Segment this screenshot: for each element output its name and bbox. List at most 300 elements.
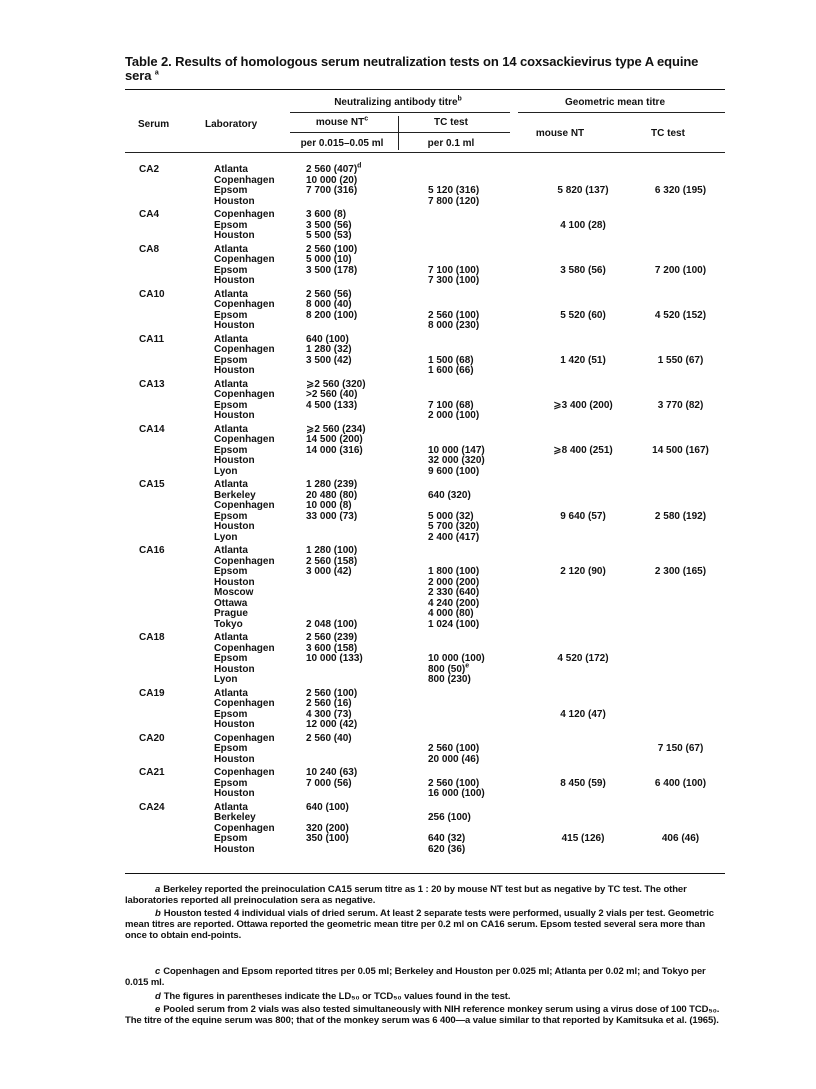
table-row	[125, 699, 728, 710]
mouse-nt-value: 14 500 (200)	[306, 434, 363, 445]
mouse-nt-value: 10 000 (20)	[306, 174, 358, 186]
mouse-nt-value: 2 560 (407)	[306, 164, 358, 175]
geo-tc-test-cell	[633, 755, 728, 766]
mouse-nt-value: 2 048 (100)	[306, 618, 358, 630]
laboratory-cell: Prague	[214, 608, 248, 619]
geo-tc-test-cell	[633, 221, 728, 232]
laboratory-cell: Atlanta	[214, 801, 248, 813]
mouse-nt-value: 7 700 (316)	[306, 185, 358, 196]
tc-test-value: 7 800 (120)	[428, 195, 480, 207]
laboratory-cell: Copenhagen	[214, 767, 275, 778]
serum-cell	[125, 620, 214, 631]
geo-mouse-nt-cell: 3 580 (56)	[560, 264, 606, 276]
geo-mouse-nt-cell	[533, 390, 633, 401]
serum-cell	[125, 710, 214, 721]
geo-mouse-nt-cell	[533, 665, 633, 676]
laboratory-cell: Copenhagen	[214, 344, 275, 355]
table-row	[125, 276, 728, 287]
mouse-nt-value: 10 000 (133)	[306, 653, 363, 664]
tc-test-cell	[426, 845, 533, 856]
mouse-nt-cell	[304, 321, 426, 332]
footnote-text: The figures in parentheses indicate the LD₅₀ or TCD₅₀ values found in the test.	[163, 991, 511, 1002]
geo-mouse-nt-cell	[533, 366, 633, 377]
serum-cell	[125, 567, 214, 578]
serum-cell	[125, 221, 214, 232]
tc-test-cell	[426, 755, 533, 766]
tc-test-value: 7 300 (100)	[428, 275, 480, 286]
tc-test-value: 800 (50)	[428, 663, 466, 675]
mouse-nt-cell	[304, 512, 426, 523]
mouse-nt-value: 640 (100)	[306, 801, 349, 813]
tc-test-value: 4 000 (80)	[428, 608, 474, 619]
geo-mouse-nt-cell: 1 420 (51)	[560, 354, 606, 366]
tc-test-cell	[426, 789, 533, 800]
serum-cell	[125, 366, 214, 377]
mouse-nt-value: 3 000 (42)	[306, 566, 352, 577]
table-title	[125, 55, 725, 83]
laboratory-cell: Epsom	[214, 708, 248, 720]
serum-cell	[125, 456, 214, 467]
table-row	[125, 501, 728, 512]
tc-test-value: 1 800 (100)	[428, 566, 480, 577]
table-row	[125, 845, 728, 856]
header-mouse-nt-text: mouse NT	[315, 117, 365, 128]
tc-test-cell	[426, 699, 533, 710]
tc-test-value: 2 560 (100)	[428, 777, 480, 789]
mouse-nt-value: 1 280 (100)	[306, 545, 358, 556]
geo-mouse-nt-cell	[533, 480, 633, 491]
geo-mouse-nt-cell	[533, 300, 633, 311]
tc-test-cell	[426, 813, 533, 824]
geo-tc-test-cell	[633, 456, 728, 467]
mouse-nt-value: 8 000 (40)	[306, 299, 352, 310]
mouse-nt-value: 3 500 (42)	[306, 354, 352, 366]
footnote-mark: e	[465, 662, 470, 670]
mouse-nt-value: 5 500 (53)	[306, 230, 352, 241]
serum-cell: CA11	[139, 333, 165, 345]
geo-mouse-nt-cell: 5 820 (137)	[557, 185, 609, 196]
footnote-mark: b	[155, 908, 161, 919]
laboratory-cell: Epsom	[214, 219, 248, 231]
laboratory-cell: Copenhagen	[214, 389, 275, 400]
table-row	[125, 546, 728, 557]
footnote-c	[125, 966, 725, 988]
geo-mouse-nt-cell: 4 520 (172)	[557, 653, 609, 664]
footnote-text: Berkeley reported the preinoculation CA15 serum titre as 1 : 20 by mouse NT test but as negative by TC test. The other laboratories reported all preinoculation sera as negative.	[125, 884, 687, 906]
mouse-nt-value: 12 000 (42)	[306, 719, 358, 730]
tc-test-cell	[426, 276, 533, 287]
mouse-nt-value: 2 560 (40)	[306, 732, 352, 744]
tc-test-cell	[426, 210, 533, 221]
geo-tc-test-cell	[633, 654, 728, 665]
geo-tc-test-cell: 2 580 (192)	[654, 510, 707, 522]
table-row	[125, 789, 728, 800]
tc-test-cell	[426, 633, 533, 644]
mouse-nt-cell	[304, 467, 426, 478]
serum-cell	[125, 813, 214, 824]
mouse-nt-cell	[304, 845, 426, 856]
serum-cell	[125, 789, 214, 800]
laboratory-cell: Atlanta	[214, 423, 248, 435]
mouse-nt-value: 7 000 (56)	[306, 777, 352, 789]
table-title-text: Table 2. Results of homologous serum neutralization tests on 14 coxsackievirus type A equine sera	[125, 54, 699, 83]
geo-mouse-nt-cell	[533, 633, 633, 644]
header-geometric: Geometric mean titre	[564, 97, 666, 108]
geo-tc-test-cell	[633, 390, 728, 401]
mouse-nt-cell	[304, 779, 426, 790]
tc-test-value: 2 000 (100)	[428, 410, 480, 421]
geo-mouse-nt-cell	[533, 411, 633, 422]
mouse-nt-value: 4 300 (73)	[306, 708, 352, 720]
footnote-mark: e	[155, 1004, 161, 1015]
geo-tc-test-cell	[633, 335, 728, 346]
table-row	[125, 231, 728, 242]
tc-test-cell	[426, 533, 533, 544]
laboratory-cell: Epsom	[214, 653, 248, 664]
geo-tc-test-cell	[633, 699, 728, 710]
geo-tc-test-cell	[633, 210, 728, 221]
table-row	[125, 210, 728, 221]
tc-test-cell	[426, 165, 533, 176]
mouse-nt-cell	[304, 734, 426, 745]
tc-test-cell	[426, 335, 533, 346]
geo-mouse-nt-cell	[533, 845, 633, 856]
geo-mouse-nt-cell: 2 120 (90)	[560, 566, 606, 577]
laboratory-cell: Epsom	[214, 566, 248, 577]
serum-cell: CA4	[139, 209, 160, 220]
table-row	[125, 744, 728, 755]
tc-test-value: 5 120 (316)	[428, 185, 480, 196]
geo-mouse-nt-cell	[533, 522, 633, 533]
laboratory-cell: Houston	[214, 576, 255, 588]
geo-tc-test-cell	[633, 710, 728, 721]
geo-mouse-nt-cell	[533, 578, 633, 589]
serum-cell	[125, 435, 214, 446]
geo-tc-test-cell	[633, 380, 728, 391]
serum-cell	[125, 599, 214, 610]
tc-test-value: 16 000 (100)	[428, 788, 485, 799]
table-row	[125, 654, 728, 665]
geo-mouse-nt-cell	[533, 491, 633, 502]
geo-mouse-nt-cell	[533, 609, 633, 620]
table-row	[125, 533, 728, 544]
mouse-nt-cell	[304, 567, 426, 578]
serum-cell: CA24	[139, 801, 165, 813]
tc-test-cell	[426, 290, 533, 301]
mouse-nt-value: 2 560 (158)	[306, 555, 358, 567]
laboratory-cell: Tokyo	[214, 618, 243, 630]
tc-test-cell	[426, 546, 533, 557]
laboratory-cell: Lyon	[214, 465, 238, 477]
geo-tc-test-cell	[633, 768, 728, 779]
table-row	[125, 165, 728, 176]
geo-mouse-nt-cell: 8 450 (59)	[560, 777, 606, 789]
title-footnote-mark: a	[154, 69, 159, 77]
mouse-nt-cell	[304, 276, 426, 287]
serum-cell	[125, 197, 214, 208]
serum-cell: CA13	[139, 378, 165, 390]
geo-tc-test-cell	[633, 578, 728, 589]
geo-mouse-nt-cell	[533, 588, 633, 599]
geo-tc-test-cell	[633, 255, 728, 266]
geo-mouse-nt-cell: 5 520 (60)	[560, 309, 606, 321]
tc-test-cell	[426, 620, 533, 631]
mouse-nt-value: 3 600 (158)	[306, 642, 358, 654]
tc-test-value: 2 560 (100)	[428, 309, 480, 321]
tc-test-cell	[426, 425, 533, 436]
geo-mouse-nt-cell	[533, 276, 633, 287]
table-row	[125, 813, 728, 824]
laboratory-cell: Houston	[214, 410, 255, 421]
mouse-nt-cell	[304, 266, 426, 277]
laboratory-cell: Epsom	[214, 743, 248, 754]
laboratory-cell: Houston	[214, 275, 255, 286]
mouse-nt-value: 8 200 (100)	[306, 309, 358, 321]
laboratory-cell: Epsom	[214, 444, 248, 456]
geo-mouse-nt-cell	[533, 197, 633, 208]
geo-tc-test-cell	[633, 290, 728, 301]
tc-test-cell	[426, 321, 533, 332]
serum-cell	[125, 356, 214, 367]
serum-cell	[125, 557, 214, 568]
mouse-nt-value: 5 000 (10)	[306, 254, 352, 265]
tc-test-value: 2 000 (200)	[428, 576, 480, 588]
serum-cell	[125, 720, 214, 731]
mouse-nt-cell	[304, 755, 426, 766]
serum-cell: CA10	[139, 288, 165, 300]
laboratory-cell: Copenhagen	[214, 174, 275, 186]
mouse-nt-value: 33 000 (73)	[306, 510, 358, 522]
mouse-nt-value: 3 500 (56)	[306, 219, 352, 231]
tc-test-value: 10 000 (147)	[428, 444, 485, 456]
mouse-nt-cell	[304, 186, 426, 197]
footnote-text: Houston tested 4 individual vials of dried serum. At least 2 separate tests were performed, usually 2 vials per test. Geometric mean titres are reported. Ottawa reported the geometric mean titre per 0.2 ml on CA16 serum. Epsom tested several sera more than once to obtain end-points.	[125, 908, 714, 941]
laboratory-cell: Houston	[214, 521, 255, 532]
footnote-text: Copenhagen and Epsom reported titres per 0.05 ml; Berkeley and Houston per 0.025 ml; Atlanta per 0.02 ml; and Tokyo per 0.015 ml.	[125, 966, 706, 988]
geo-tc-test-cell	[633, 345, 728, 356]
laboratory-cell: Ottawa	[214, 597, 248, 609]
tc-test-cell	[426, 467, 533, 478]
table-row	[125, 411, 728, 422]
table-bottom-rule	[125, 873, 725, 874]
geo-tc-test-cell	[633, 231, 728, 242]
geo-mouse-nt-cell	[533, 501, 633, 512]
geo-mouse-nt-cell: 9 640 (57)	[560, 510, 606, 522]
laboratory-cell: Houston	[214, 455, 255, 466]
serum-cell	[125, 300, 214, 311]
mouse-nt-cell	[304, 803, 426, 814]
geo-tc-test-cell	[633, 689, 728, 700]
header-neutralizing	[334, 97, 462, 108]
header-rule-geometric	[518, 112, 725, 113]
geo-tc-test-cell	[633, 165, 728, 176]
serum-cell	[125, 501, 214, 512]
header-per-nt: per 0.015–0.05 ml	[300, 138, 384, 149]
tc-test-cell	[426, 411, 533, 422]
mouse-nt-value: 14 000 (316)	[306, 444, 363, 456]
geo-tc-test-cell	[633, 633, 728, 644]
table-row	[125, 186, 728, 197]
serum-cell	[125, 755, 214, 766]
laboratory-cell: Lyon	[214, 531, 238, 543]
table-row	[125, 522, 728, 533]
tc-test-value: 9 600 (100)	[428, 465, 480, 477]
table-row	[125, 567, 728, 578]
header-neutralizing-text: Neutralizing antibody titre	[334, 97, 458, 108]
tc-test-value: 7 100 (68)	[428, 399, 474, 411]
geo-tc-test-cell	[633, 789, 728, 800]
table-row	[125, 620, 728, 631]
data-table	[125, 162, 728, 855]
tc-test-value: 7 100 (100)	[428, 264, 480, 276]
table-row	[125, 255, 728, 266]
mouse-nt-value: 2 560 (16)	[306, 698, 352, 709]
serum-cell	[125, 675, 214, 686]
laboratory-cell: Atlanta	[214, 632, 248, 643]
serum-cell: CA2	[139, 164, 160, 175]
laboratory-cell: Houston	[214, 788, 255, 799]
geo-mouse-nt-cell	[533, 755, 633, 766]
mouse-nt-value: ⩾2 560 (234)	[306, 423, 366, 435]
tc-test-value: 640 (32)	[428, 833, 466, 844]
table-row	[125, 755, 728, 766]
table-row	[125, 300, 728, 311]
header-bottom-rule	[125, 152, 725, 153]
tc-test-value: 5 000 (32)	[428, 510, 474, 522]
table-row	[125, 366, 728, 377]
mouse-nt-cell	[304, 578, 426, 589]
mouse-nt-cell	[304, 356, 426, 367]
mouse-nt-value: 3 600 (8)	[306, 209, 347, 220]
laboratory-cell: Copenhagen	[214, 500, 275, 511]
table-row	[125, 480, 728, 491]
geo-tc-test-cell	[633, 803, 728, 814]
tc-test-cell	[426, 197, 533, 208]
geo-mouse-nt-cell	[533, 165, 633, 176]
footnote-e	[125, 1004, 725, 1026]
tc-test-value: 20 000 (46)	[428, 753, 480, 765]
tc-test-value: 2 400 (417)	[428, 531, 480, 543]
geo-tc-test-cell: 6 400 (100)	[654, 777, 707, 789]
serum-cell	[125, 276, 214, 287]
mouse-nt-value: 350 (100)	[306, 833, 349, 844]
footnote-mark: d	[357, 162, 362, 170]
geo-mouse-nt-cell	[533, 435, 633, 446]
geo-mouse-nt-cell	[533, 699, 633, 710]
header-column-divider	[398, 116, 399, 150]
serum-cell	[125, 321, 214, 332]
geo-tc-test-cell	[633, 813, 728, 824]
mouse-nt-cell	[304, 599, 426, 610]
geo-mouse-nt-cell	[533, 335, 633, 346]
mouse-nt-value: 2 560 (100)	[306, 687, 358, 699]
geo-mouse-nt-cell	[533, 720, 633, 731]
laboratory-cell: Atlanta	[214, 333, 248, 345]
serum-cell	[125, 266, 214, 277]
header-rule-sub	[290, 132, 510, 133]
laboratory-cell: Copenhagen	[214, 822, 275, 834]
footnote-b	[125, 908, 725, 941]
header-geo-tc-test: TC test	[651, 128, 685, 139]
laboratory-cell: Berkeley	[214, 812, 256, 823]
tc-test-cell	[426, 491, 533, 502]
mouse-nt-cell	[304, 401, 426, 412]
header-mouse-nt	[316, 117, 368, 128]
tc-test-value: 620 (36)	[428, 843, 466, 855]
laboratory-cell: Epsom	[214, 185, 248, 196]
laboratory-cell: Houston	[214, 365, 255, 376]
mouse-nt-cell	[304, 588, 426, 599]
footnote-a	[125, 884, 725, 906]
geo-tc-test-cell: 1 550 (67)	[657, 354, 704, 366]
serum-cell: CA16	[139, 545, 165, 556]
serum-cell	[125, 491, 214, 502]
geo-tc-test-cell	[633, 620, 728, 631]
geo-tc-test-cell	[633, 491, 728, 502]
tc-test-cell	[426, 710, 533, 721]
table-row	[125, 197, 728, 208]
laboratory-cell: Houston	[214, 320, 255, 331]
serum-cell	[125, 834, 214, 845]
table-row	[125, 345, 728, 356]
geo-tc-test-cell	[633, 480, 728, 491]
table-row	[125, 675, 728, 686]
mouse-nt-value: 20 480 (80)	[306, 489, 358, 501]
tc-test-value: 2 560 (100)	[428, 743, 480, 754]
serum-cell	[125, 588, 214, 599]
geo-tc-test-cell	[633, 609, 728, 620]
geo-tc-test-cell	[633, 366, 728, 377]
laboratory-cell: Copenhagen	[214, 434, 275, 445]
data-table-body	[125, 162, 728, 855]
geo-tc-test-cell	[633, 588, 728, 599]
tc-test-value: 4 240 (200)	[428, 597, 480, 609]
geo-mouse-nt-cell: ⩾8 400 (251)	[553, 444, 613, 456]
geo-mouse-nt-cell	[533, 425, 633, 436]
tc-test-cell	[426, 720, 533, 731]
mouse-nt-cell	[304, 411, 426, 422]
serum-cell	[125, 665, 214, 676]
serum-cell: CA18	[139, 632, 165, 643]
header-laboratory: Laboratory	[205, 119, 258, 130]
mouse-nt-value: >2 560 (40)	[306, 389, 358, 400]
mouse-nt-cell	[304, 620, 426, 631]
serum-cell	[125, 609, 214, 620]
geo-tc-test-cell	[633, 467, 728, 478]
laboratory-cell: Epsom	[214, 777, 248, 789]
laboratory-cell: Epsom	[214, 264, 248, 276]
geo-mouse-nt-cell	[533, 255, 633, 266]
geo-tc-test-cell: 406 (46)	[661, 833, 700, 844]
header-rule-neutralizing	[290, 112, 510, 113]
serum-cell	[125, 654, 214, 665]
tc-test-cell	[426, 231, 533, 242]
geo-mouse-nt-cell: ⩾3 400 (200)	[553, 399, 613, 411]
serum-cell	[125, 446, 214, 457]
geo-tc-test-cell	[633, 197, 728, 208]
geo-tc-test-cell	[633, 276, 728, 287]
geo-mouse-nt-cell	[533, 245, 633, 256]
mouse-nt-value: 1 280 (32)	[306, 344, 352, 355]
geo-tc-test-cell	[633, 644, 728, 655]
mouse-nt-value: 10 000 (8)	[306, 500, 352, 511]
tc-test-value: 32 000 (320)	[428, 455, 485, 466]
mouse-nt-cell	[304, 665, 426, 676]
tc-test-value: 1 024 (100)	[428, 618, 480, 630]
tc-test-value: 800 (230)	[428, 674, 471, 685]
laboratory-cell: Copenhagen	[214, 254, 275, 265]
serum-cell: CA20	[139, 732, 165, 744]
